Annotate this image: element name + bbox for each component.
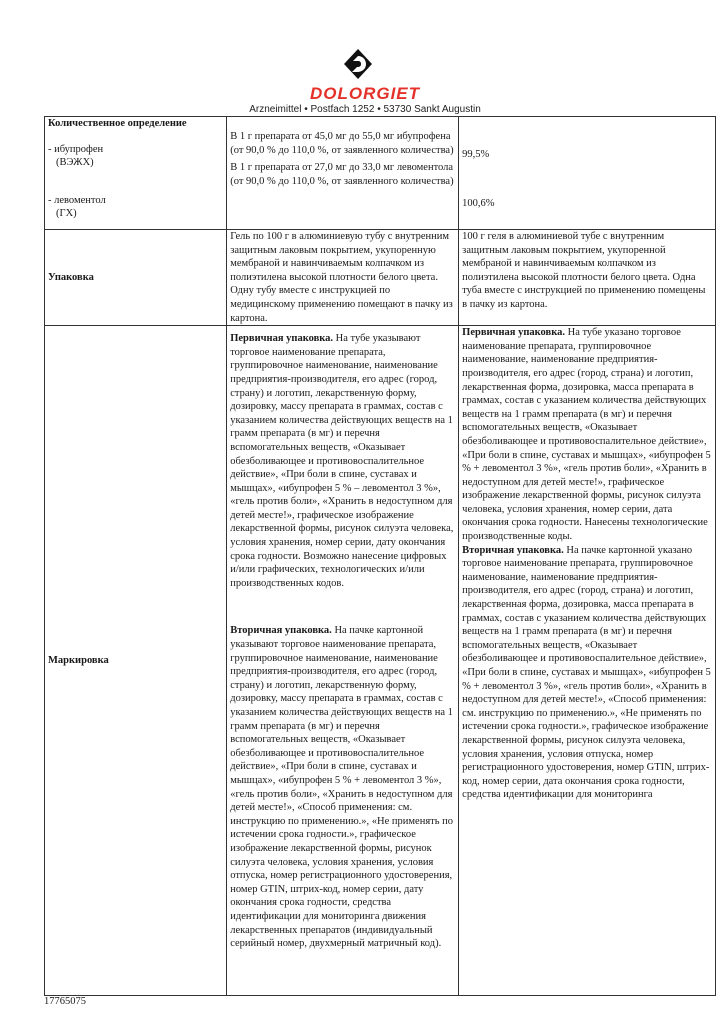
result-secondary-text: На пачке картонной указано торговое наименование препарата, группировочное наименование, наименование предприятия-производителя, его адрес (город, страна) и логотип, лекарственная форма, дозировка, масса препарата в граммах, состав с указанием количества действующих веществ на 1 грамм препарата (в мг) и перечня вспомогательных веществ, «Оказывает обезболивающее и противовоспалительное действие», «При боли в спине, суставах и мышцах», «ибупрофен 5 % + левоментол 3 %», «гель против боли», «Хранить в недоступном для детей месте!», «Способ применения: см. инструкцию по применению.», «Не применять по истечении срока годности.», графическое изображение лекарственной формы, рисунок силуэта человека, условия хранения, условия отпуска, номер регистрационного удостоверения, номер GTIN, штрих-код, номер серии, дата окончания срока годности, средства идентификации для мониторинга — [462, 544, 711, 801]
levomenthol-method: (ГХ) — [56, 208, 77, 220]
spec-primary-text: На тубе указывают торговое наименование препарата, группировочное наименование, наименование предприятия-производителя, его адрес (город, страну) и логотип, лекарственную форму, дозировку, массу препарата в граммах, состав с указанием количества действующих веществ на 1 грамм препарата (в мг) и перечня вспомогательных веществ, «Оказывает обезболивающее и противовоспалительное действие», «При боли в спине, суставах и мышцах», «ибупрофен 5 % – левоментол 3 %», «гель против боли», «Хранить в недоступном для детей месте!», графическое изображение лекарственной формы, рисунок силуэта человека, условия хранения, номер серии, дату окончания срока годности. Возможно нанесение цифровых и/или графических, технологических и/или производственных кодов. — [230, 333, 454, 589]
spec-secondary-text: На пачке картонной указывают торговое наименование препарата, группировочное наименование, наименование предприятия-производителя, его адрес (город, страну) и логотип, лекарственную форму, дозировку, массу препарата в граммах, состав с указанием количества действующих веществ на 1 грамм препарата (в мг) и перечня вспомогательных веществ, «Оказывает обезболивающее и противовоспалительное действие», «При боли в спине, суставах и мышцах», «ибупрофен 5 % + левоментол 3 %», «гель против боли», «Хранить в недоступном для детей месте!», «Способ применения: см. инструкцию по применению.», «Не применять по истечении срока годности.», графическое изображение лекарственной формы, рисунок силуэта человека, условия хранения, условия отпуска, номер регистрационного удостоверения, номер GTIN, штрих-код, номер серии, дату окончания срока годности, средства идентификации для мониторинга движения лекарственных препаратов (индивидуальный серийный номер, двухмерный матричный код). — [230, 625, 454, 950]
pack-result-cell — [459, 230, 716, 326]
quant-spec-cell — [227, 117, 459, 230]
quant-result-cell — [459, 117, 716, 230]
quant-label-cell — [45, 117, 227, 230]
pack-label-cell — [45, 230, 227, 326]
quant-title: Количественное определение — [48, 118, 187, 129]
ibuprofen-result: 99,5% — [462, 149, 490, 160]
table-row-packaging — [45, 230, 716, 326]
pack-spec-cell — [227, 230, 459, 326]
levomenthol-spec: В 1 г препарата от 27,0 мг до 33,0 мг левоментола (от 90,0 % до 110,0 %, от заявленного количества) — [230, 162, 454, 187]
pack-label: Упаковка — [48, 271, 94, 283]
specification-table — [44, 116, 716, 996]
company-address: Arzneimittel • Postfach 1252 • 53730 Sankt Augustin — [249, 104, 481, 115]
pack-result: 100 г геля в алюминиевой тубе с внутренним защитным лаковым покрытием, укупоренной мембраной и навинчиваемым колпачком из полиэтилена высокой плотности белого цвета. Одна туба вместе с инструкцией по применению помещены в пачку из картона. — [462, 231, 706, 310]
table-row-quantitative — [45, 117, 716, 230]
dolorgiet-logo-icon — [343, 48, 373, 80]
mark-spec-cell — [227, 326, 459, 996]
document-number: 17765075 — [44, 996, 86, 1007]
spec-secondary-title: Вторичная упаковка. — [230, 625, 332, 637]
mark-label-cell — [45, 326, 227, 996]
brand-name: DOLORGIET — [309, 84, 421, 103]
spec-primary-title: Первичная упаковка. — [230, 333, 334, 345]
ibuprofen-method: (ВЭЖХ) — [56, 157, 94, 169]
mark-label: Маркировка — [48, 654, 109, 666]
mark-result-cell — [459, 326, 716, 996]
pack-spec: Гель по 100 г в алюминиевую тубу с внутренним защитным лаковым покрытием, укупоренную мембраной и навинчиваемым колпачком из полиэтилена высокой плотности белого цвета. Одну тубу вместе с инструкцией по медицинскому применению помещают в пачку из картона. — [230, 231, 453, 324]
result-primary-text: На тубе указано торговое наименование препарата, группировочное наименование, наименование предприятия-производителя, его адрес (город, страна) и логотип, лекарственная форма, дозировка, масса препарата в граммах, состав с указанием количества действующих веществ на 1 грамм препарата (в мг) и перечня вспомогательных веществ, «Оказывает обезболивающее и противовоспалительное действие», «При боли в спине, суставах и мышцах», «ибупрофен 5 % + левоментол 3 %», «гель против боли», «Хранить в недоступном для детей месте!», графическое изображение лекарственной формы, рисунок силуэта человека, условия хранения, номер серии, дата окончания срока годности. Нанесены технологические производственные коды. — [462, 327, 711, 543]
table-row-marking — [45, 326, 716, 996]
levomenthol-name: - левоментол — [48, 194, 106, 206]
levomenthol-result: 100,6% — [462, 197, 495, 209]
ibuprofen-spec: В 1 г препарата от 45,0 мг до 55,0 мг ибупрофена (от 90,0 % до 110,0 %, от заявленного количества) — [230, 131, 454, 156]
result-primary-title: Первичная упаковка. — [462, 327, 565, 339]
result-secondary-title: Вторичная упаковка. — [462, 544, 564, 556]
ibuprofen-name: - ибупрофен — [48, 143, 104, 155]
